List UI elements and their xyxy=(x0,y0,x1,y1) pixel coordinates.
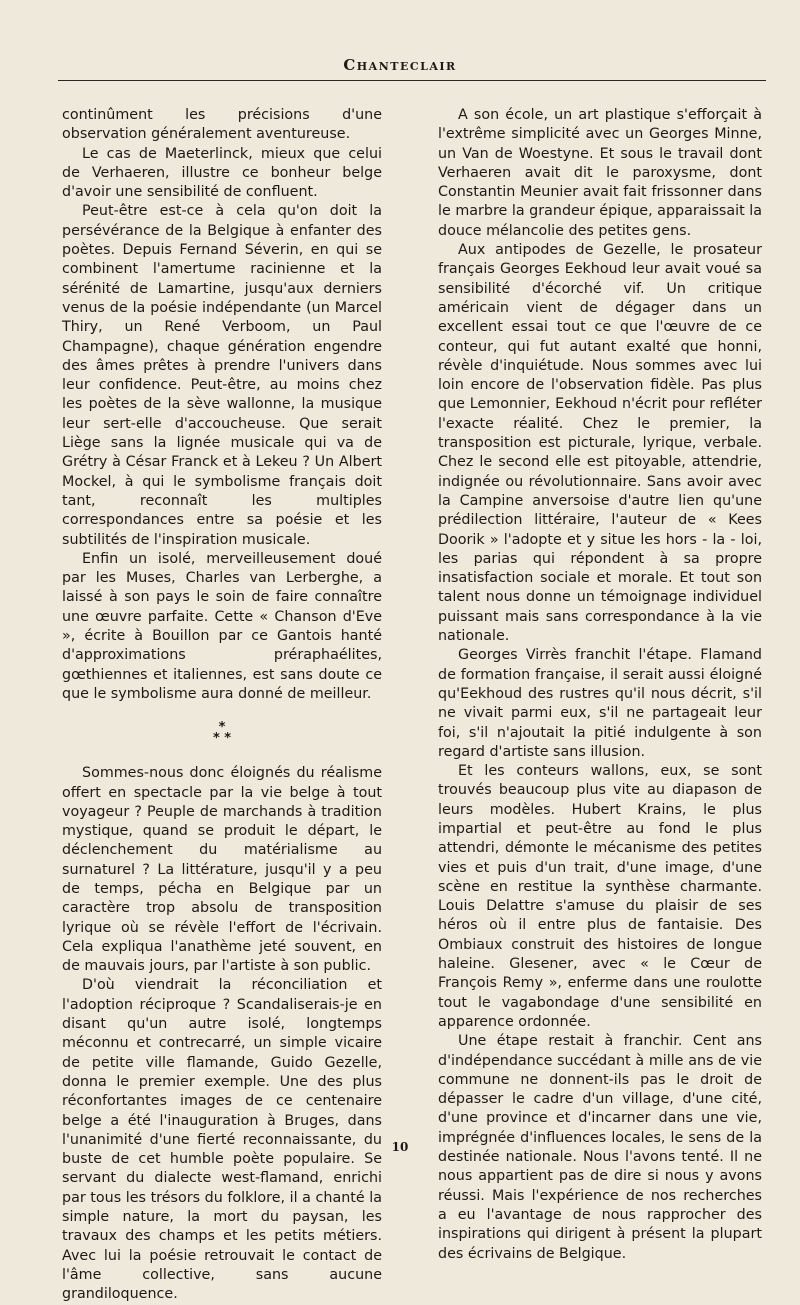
page-number: 10 xyxy=(391,1140,409,1154)
paragraph: continûment les précisions d'une observation généralement aventureuse. xyxy=(62,107,382,143)
left-column xyxy=(62,106,382,1305)
section-separator xyxy=(62,720,382,747)
paragraph: A son école, un art plastique s'efforçait à l'extrême simplicité avec un Georges Minne, un Van de Woestyne. Et sous le travail dont Verhaeren avait dit le paroxysme, dont Constantin Meunier avait fait frissonner dans le marbre la grandeur épique, apparaissait la douce mélancolie des petites gens. xyxy=(438,107,762,239)
paragraph: Peut-être est-ce à cela qu'on doit la persévérance de la Belgique à enfanter des poètes. Depuis Fernand Séverin, en qui se combinent l'amertume racinienne et la sérénité de Lamartine, jusqu'aux derniers venus de la poésie indépendante (un Marcel Thiry, un René Verboom, un Paul Champagne), chaque génération engendre des âmes prêtes à prendre l'univers dans leur confidence. Peut-être, au moins chez les poètes de la sève wallonne, la musique leur sert-elle d'accoucheuse. Que serait Liège sans la lignée musicale qui va de Grétry à César Franck et à Lekeu ? Un Albert Mockel, à qui le symbolisme français doit tant, reconnaît les multiples correspondances entre sa poésie et les subtilités de l'inspiration musicale. xyxy=(62,203,382,548)
separator-star-top: * xyxy=(218,720,226,736)
paragraph: Aux antipodes de Gezelle, le prosateur français Georges Eekhoud leur avait voué sa sensibilité d'écorché vif. Un critique américain vient de dégager dans un excellent essai tout ce que l'œuvre de ce conteur, qui fut autant exalté que honni, révèle d'inquiétude. Nous sommes avec lui loin encore de l'observation fidèle. Pas plus que Lemonnier, Eekhoud n'écrit pour refléter l'exacte réalité. Chez le premier, la transposition est picturale, lyrique, verbale. Chez le second elle est pitoyable, attendrie, indignée ou révolutionnaire. Sans avoir avec la Campine anversoise d'autre lien qu'une prédilection littéraire, l'auteur de « Kees Doorik » l'adopte et y situe les hors - la - loi, les parias qui répondent à sa propre insatisfaction sociale et morale. Et tout son talent nous donne un témoignage individuel puissant mais sans correspondance à la vie nationale. xyxy=(438,242,762,645)
paragraph: Et les conteurs wallons, eux, se sont trouvés beaucoup plus vite au diapason de leurs modèles. Hubert Krains, le plus impartial et peut-être au fond le plus attendri, démonte le mécanisme des petites vies et puis d'un trait, d'une image, d'une scène en restitue la synthèse charmante. Louis Delattre s'amuse du plaisir de ses héros où il entre plus de fantaisie. Des Ombiaux construit des histoires de longue haleine. Glesener, avec « le Cœur de François Remy », enferme dans une roulotte tout le vagabondage d'une sensibilité en apparence ordonnée. xyxy=(438,763,762,1030)
right-column xyxy=(438,106,762,1264)
separator-stars-bottom: * * xyxy=(212,731,232,747)
paragraph: Le cas de Maeterlinck, mieux que celui de Verhaeren, illustre ce bonheur belge d'avoir une sensibilité de confluent. xyxy=(62,145,382,201)
paragraph: Georges Virrès franchit l'étape. Flamand de formation française, il serait aussi éloigné qu'Eekhoud des rustres qu'il nous décrit, s'il ne vivait parmi eux, s'il ne partageait leur foi, s'il n'ajoutait la pitié indulgente à son regard d'artiste sans illusion. xyxy=(438,647,762,760)
paragraph: Une étape restait à franchir. Cent ans d'indépendance succédant à mille ans de vie commune ne donnent-ils pas le droit de dépasser le cadre d'un village, d'une cité, d'une province et d'incarner dans une vie, imprégnée d'influences locales, le sens de la destinée nationale. Nous l'avons tenté. Il ne nous appartient pas de dire si nous y avons réussi. Mais l'expérience de nos recherches a eu l'avantage de nous rapprocher des inspirations qui dirigent à présent la plupart des écrivains de Belgique. xyxy=(438,1033,762,1262)
paragraph: Enfin un isolé, merveilleusement doué par les Muses, Charles van Lerberghe, a laissé à son pays le soin de faire connaître une œuvre parfaite. Cette « Chanson d'Eve », écrite à Bouillon par ce Gantois hanté d'approximations préraphaélites, gœthiennes et italiennes, est sans doute ce que le symbolisme aura donné de meilleur. xyxy=(62,550,382,702)
running-header-title: Chanteclair xyxy=(343,56,457,74)
paragraph: Sommes-nous donc éloignés du réalisme offert en spectacle par la vie belge à tout voyageur ? Peuple de marchands à tradition mystique, quand se produit le départ, le déclenchement du matérialisme au surnaturel ? La littérature, jusqu'il y a peu de temps, pécha en Belgique par un caractère trop absolu de transposition lyrique où se révèle l'effort de l'écrivain. Cela expliqua l'anathème jeté souvent, en de mauvais jours, par l'artiste à son public. xyxy=(62,765,382,975)
header-rule xyxy=(58,80,766,81)
paragraph: D'où viendrait la réconciliation et l'adoption réciproque ? Scandaliserais-je en disant qu'un autre isolé, longtemps méconnu et contrecarré, un simple vicaire de petite ville flamande, Guido Gezelle, donna le premier exemple. Une des plus réconfortantes images de ce centenaire belge a été l'inauguration à Bruges, dans l'unanimité d'une fierté reconnaissante, du buste de cet humble poète populaire. Se servant du dialecte west-flamand, enrichi par tous les trésors du folklore, il a chanté la simple nature, la mort du paysan, les travaux des champs et les petits métiers. Avec lui la poésie retrouvait le contact de l'âme collective, sans aucune grandiloquence. xyxy=(62,977,382,1303)
